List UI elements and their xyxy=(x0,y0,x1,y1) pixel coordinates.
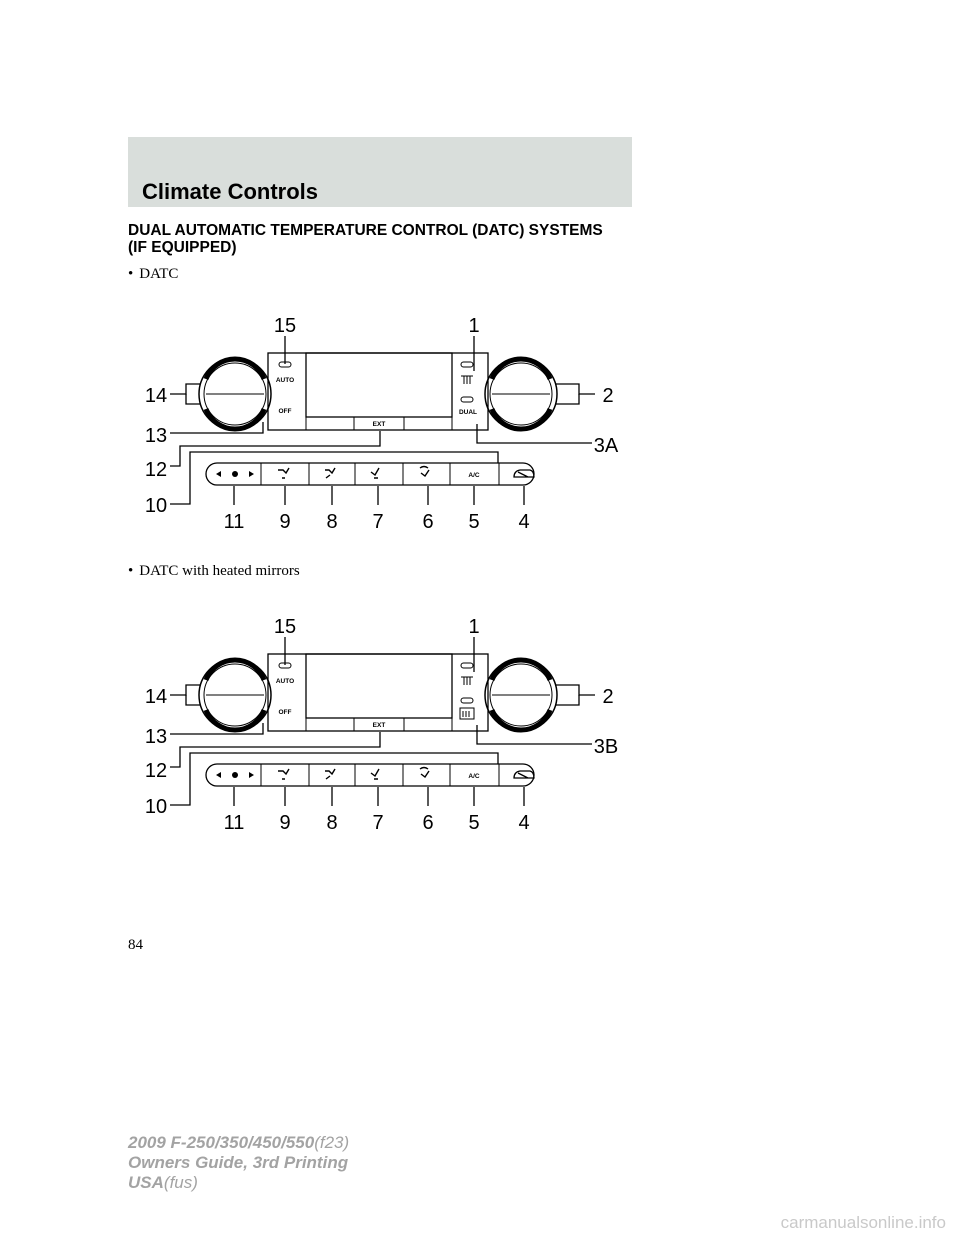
datc-heated-mirrors-diagram xyxy=(128,607,648,847)
datc-diagram xyxy=(128,306,648,546)
callout-12: 12 xyxy=(144,760,168,782)
callout-9: 9 xyxy=(279,511,291,533)
callout-13: 13 xyxy=(144,726,168,748)
auto-label[interactable]: AUTO xyxy=(275,377,295,384)
callout-3a: 3A xyxy=(593,435,619,457)
callout-7: 7 xyxy=(372,812,384,834)
right-temp-knob[interactable] xyxy=(485,659,557,731)
bullet-text: DATC xyxy=(139,266,179,282)
chapter-title: Climate Controls xyxy=(142,179,319,204)
ext-label[interactable]: EXT xyxy=(372,722,386,729)
bullet-dot: • xyxy=(128,563,134,579)
display-screen xyxy=(306,654,452,718)
left-temp-knob[interactable] xyxy=(199,659,271,731)
watermark: carmanualsonline.info xyxy=(780,1213,946,1232)
ac-label[interactable]: A/C xyxy=(468,472,480,479)
rear-defrost-icon xyxy=(461,677,473,685)
callout-15: 15 xyxy=(273,315,297,337)
right-temp-knob[interactable] xyxy=(485,358,557,430)
callout-11: 11 xyxy=(223,511,245,533)
callout-1: 1 xyxy=(468,616,480,638)
rear-defrost-icon xyxy=(461,376,473,384)
callout-6: 6 xyxy=(422,511,434,533)
chapter-header-band xyxy=(128,137,632,207)
callout-14: 14 xyxy=(144,385,168,407)
callout-13: 13 xyxy=(144,425,168,447)
callout-1: 1 xyxy=(468,315,480,337)
section-heading: DUAL AUTOMATIC TEMPERATURE CONTROL (DATC) SYSTEMS (IF EQUIPPED) xyxy=(128,222,603,256)
auto-label[interactable]: AUTO xyxy=(275,678,295,685)
heated-mirror-icon[interactable] xyxy=(460,708,474,719)
footer-model: 2009 F-250/350/450/550 xyxy=(128,1133,315,1152)
callout-8: 8 xyxy=(326,511,338,533)
footer-model-code: (f23) xyxy=(314,1133,350,1152)
callout-15: 15 xyxy=(273,616,297,638)
footer-guide: Owners Guide, 3rd Printing xyxy=(128,1153,349,1172)
page-number: 84 xyxy=(128,937,143,953)
callout-10: 10 xyxy=(144,796,168,818)
footer-info xyxy=(128,1133,349,1193)
callout-5: 5 xyxy=(468,511,480,533)
mode-button-bar xyxy=(206,463,534,485)
callout-2: 2 xyxy=(602,385,614,407)
display-screen xyxy=(306,353,452,417)
left-temp-knob[interactable] xyxy=(199,358,271,430)
callout-14: 14 xyxy=(144,686,168,708)
callout-10: 10 xyxy=(144,495,168,517)
bullet-dot: • xyxy=(128,266,134,282)
callout-8: 8 xyxy=(326,812,338,834)
dual-label[interactable]: DUAL xyxy=(458,409,478,416)
callout-4: 4 xyxy=(518,511,530,533)
footer-market-code: (fus) xyxy=(163,1173,198,1192)
bullet-text: DATC with heated mirrors xyxy=(139,563,300,579)
mode-button-bar xyxy=(206,764,534,786)
callout-2: 2 xyxy=(602,686,614,708)
callout-9: 9 xyxy=(279,812,291,834)
callout-5: 5 xyxy=(468,812,480,834)
callout-3b: 3B xyxy=(593,736,619,758)
bullet-datc-heated-mirrors xyxy=(128,563,300,580)
callout-6: 6 xyxy=(422,812,434,834)
callout-12: 12 xyxy=(144,459,168,481)
footer-market: USA xyxy=(128,1173,164,1192)
off-label[interactable]: OFF xyxy=(278,408,292,415)
callout-4: 4 xyxy=(518,812,530,834)
callout-11: 11 xyxy=(223,812,245,834)
ac-label[interactable]: A/C xyxy=(468,773,480,780)
callout-7: 7 xyxy=(372,511,384,533)
bullet-datc xyxy=(128,266,178,283)
ext-label[interactable]: EXT xyxy=(372,421,386,428)
off-label[interactable]: OFF xyxy=(278,709,292,716)
